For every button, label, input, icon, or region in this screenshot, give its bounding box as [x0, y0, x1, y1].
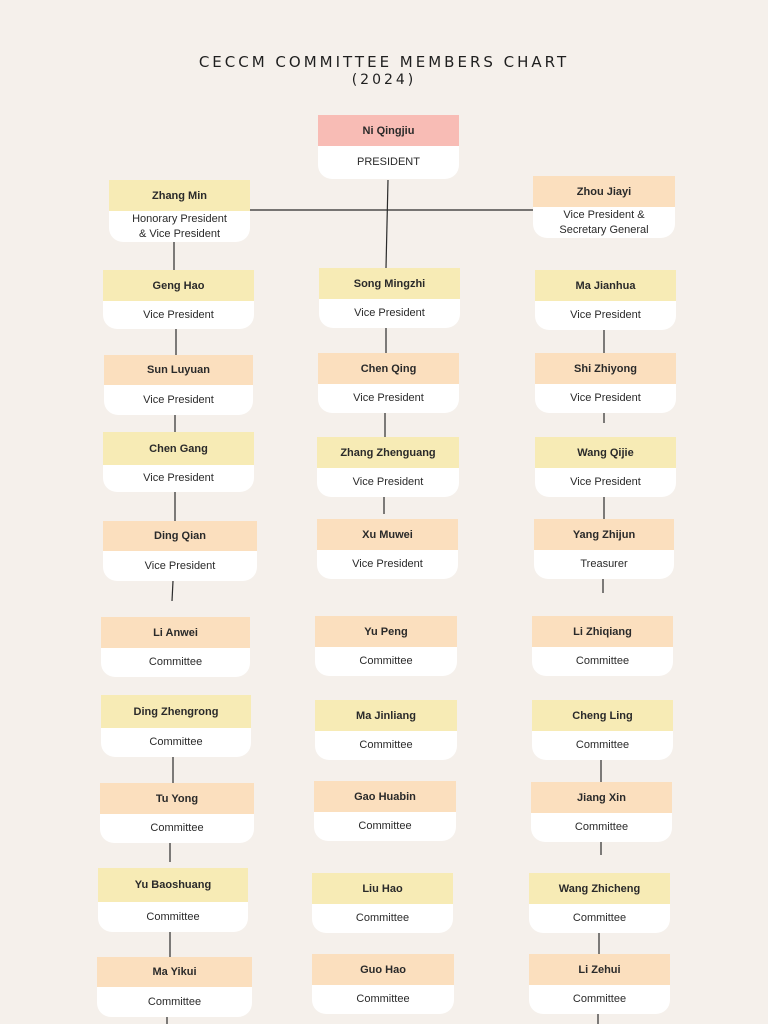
member-card: [312, 873, 453, 933]
member-name: Tu Yong: [100, 783, 254, 814]
member-name: Zhou Jiayi: [533, 176, 675, 207]
member-name: Cheng Ling: [532, 700, 673, 731]
member-name: Chen Gang: [103, 432, 254, 465]
member-name: Ma Yikui: [97, 957, 252, 987]
member-card: [100, 783, 254, 843]
member-card: [533, 176, 675, 238]
member-name: Li Zehui: [529, 954, 670, 985]
member-role: Vice President: [143, 308, 214, 321]
member-name: Ding Zhengrong: [101, 695, 251, 728]
member-role: Vice President: [354, 307, 425, 319]
member-card: [318, 353, 459, 413]
member-role: Vice President: [352, 558, 423, 570]
member-card: [535, 353, 676, 413]
member-name: Li Zhiqiang: [532, 616, 673, 647]
member-name: Liu Hao: [312, 873, 453, 904]
member-role: Honorary President & Vice President: [132, 212, 227, 240]
member-name: Yu Peng: [315, 616, 457, 647]
member-name: Gao Huabin: [314, 781, 456, 812]
member-name: Geng Hao: [103, 270, 254, 301]
member-card: [531, 782, 672, 842]
member-card: [103, 432, 254, 492]
member-role: Vice President: [143, 472, 214, 484]
member-name: Shi Zhiyong: [535, 353, 676, 384]
member-name: Xu Muwei: [317, 519, 458, 550]
chart-subtitle: (2024): [351, 72, 417, 88]
member-role: Committee: [574, 821, 629, 833]
member-card: [315, 700, 457, 760]
member-role: PRESIDENT: [357, 156, 420, 168]
member-card: [529, 873, 670, 933]
member-card: [535, 437, 676, 497]
member-role: Vice President: [570, 392, 641, 404]
member-role: Vice President: [353, 392, 424, 404]
member-name: Sun Luyuan: [104, 355, 253, 385]
member-name: Li Anwei: [101, 617, 250, 648]
member-role: Vice President & Secretary General: [559, 208, 649, 236]
member-name: Ma Jianhua: [535, 270, 676, 301]
member-card: [98, 868, 248, 932]
member-name: Zhang Min: [109, 180, 250, 211]
member-name: Ma Jinliang: [315, 700, 457, 731]
member-role: Committee: [355, 912, 410, 924]
member-role: Committee: [356, 993, 410, 1005]
member-card: [312, 954, 454, 1014]
member-role: Committee: [359, 655, 413, 667]
member-role: Committee: [359, 739, 413, 751]
member-card: [529, 954, 670, 1014]
member-role: Committee: [358, 820, 412, 832]
member-role: Committee: [572, 912, 627, 924]
chart-title: CECCM COMMITTEE MEMBERS CHART: [198, 53, 570, 71]
member-card: [319, 268, 460, 328]
member-role: Committee: [575, 655, 630, 667]
member-name: Guo Hao: [312, 954, 454, 985]
member-name: Yang Zhijun: [534, 519, 674, 550]
member-card: [318, 115, 459, 179]
member-role: Vice President: [352, 476, 424, 488]
member-name: Wang Zhicheng: [529, 873, 670, 904]
member-name: Yu Baoshuang: [98, 868, 248, 902]
member-name: Jiang Xin: [531, 782, 672, 813]
member-card: [532, 616, 673, 676]
connector-line: [386, 180, 388, 268]
member-role: Treasurer: [580, 558, 628, 570]
member-name: Zhang Zhenguang: [317, 437, 459, 468]
member-card: [101, 617, 250, 677]
member-role: Committee: [146, 910, 200, 923]
member-card: [101, 695, 251, 757]
member-role: Committee: [575, 739, 630, 751]
member-role: Committee: [148, 656, 203, 668]
member-card: [103, 270, 254, 329]
member-card: [104, 355, 253, 415]
member-role: Vice President: [570, 476, 641, 488]
member-card: [317, 437, 459, 497]
member-card: [532, 700, 673, 760]
member-card: [317, 519, 458, 579]
member-card: [314, 781, 456, 841]
member-name: Ni Qingjiu: [318, 115, 459, 146]
member-name: Chen Qing: [318, 353, 459, 384]
member-card: [109, 180, 250, 242]
member-card: [534, 519, 674, 579]
member-role: Vice President: [570, 309, 641, 321]
member-role: Committee: [147, 995, 202, 1008]
member-card: [103, 521, 257, 581]
member-card: [535, 270, 676, 330]
member-name: Ding Qian: [103, 521, 257, 551]
member-name: Song Mingzhi: [319, 268, 460, 299]
member-role: Vice President: [143, 393, 214, 406]
member-card: [97, 957, 252, 1017]
member-role: Committee: [149, 736, 203, 748]
member-role: Committee: [572, 993, 627, 1005]
connector-line: [172, 581, 173, 601]
member-card: [315, 616, 457, 676]
member-name: Wang Qijie: [535, 437, 676, 468]
member-role: Vice President: [144, 559, 216, 572]
member-role: Committee: [150, 822, 204, 834]
